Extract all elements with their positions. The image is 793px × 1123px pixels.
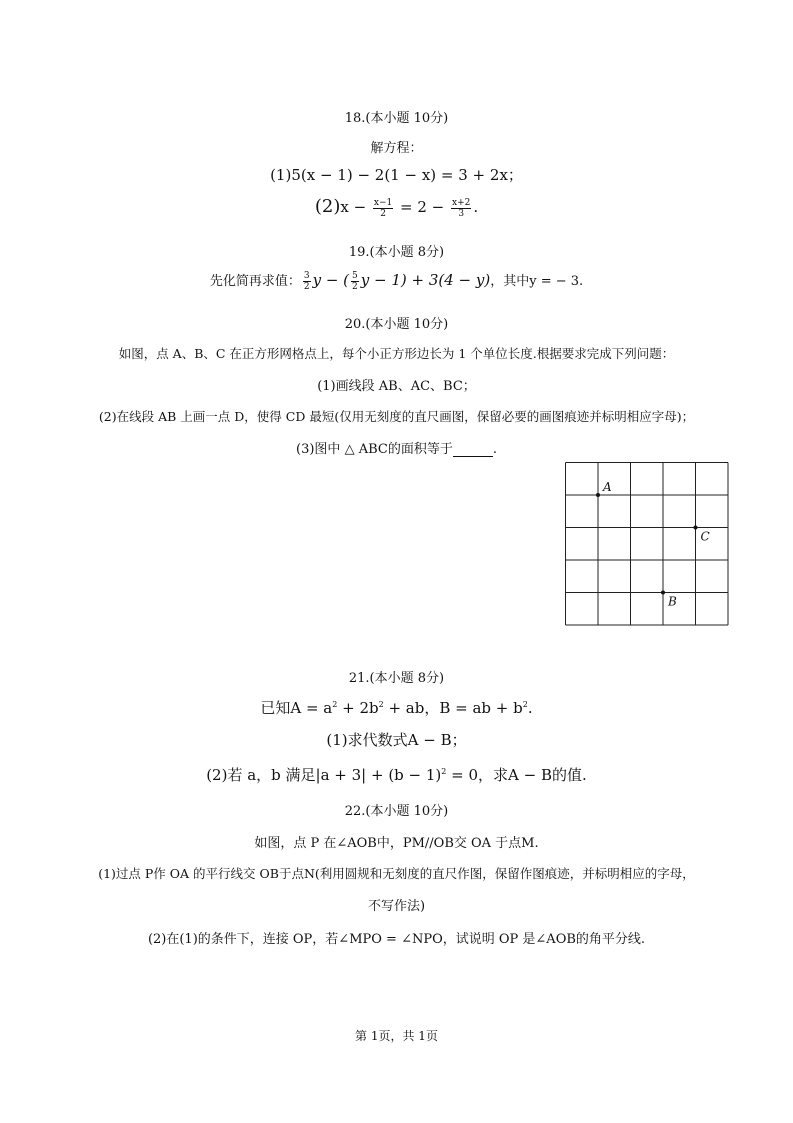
fraction-numerator: x−1 (373, 197, 393, 208)
q20-part-3-text: (3)图中 △ ABC的面积等于 (296, 442, 453, 457)
q19-tail: ，其中y = − 3. (490, 274, 584, 289)
grid-point-c (694, 526, 698, 530)
exponent: 2 (378, 700, 384, 709)
fraction-denominator: 2 (352, 281, 358, 292)
q18-header: 18.(本小题 10分) (344, 111, 449, 126)
q22-header: 22.(本小题 10分) (344, 804, 449, 819)
q19-lead: 先化简再求值： (209, 274, 301, 289)
q22-part-2: (2)在(1)的条件下，连接 OP，若∠MPO = ∠NPO，试说明 OP 是∠AOB的角平分线. (147, 932, 646, 947)
fraction-numerator: 3 (303, 270, 310, 281)
q19-header: 19.(本小题 8分) (348, 245, 445, 260)
q18-eq2-label: (2) (314, 196, 341, 217)
q18-eq2-fraction-1 (373, 198, 393, 219)
q19-part-a: y − ( (312, 271, 350, 289)
q20-part-2: (2)在线段 AB 上画一点 D，使得 CD 最短(仅用无刻度的直尺画图，保留必要的画图痕迹并标明相应字母)； (98, 409, 695, 424)
q21-given-end: . (527, 699, 533, 717)
grid-point-a (596, 493, 600, 497)
q18-equation-1 (0, 164, 793, 185)
q18-eq2-mid: = 2 − (395, 198, 450, 216)
q19-fraction-2 (351, 271, 359, 292)
q21-given-a: 已知A = a (260, 699, 333, 717)
q22-part-1b: 不写作法) (367, 899, 426, 914)
grid-point-label-b: B (668, 594, 677, 609)
fraction-numerator: 5 (352, 270, 358, 281)
grid-point-label-a: A (603, 480, 612, 494)
q19-expression (0, 270, 793, 292)
q18-equation-2 (0, 196, 793, 219)
q21-part-1: (1)求代数式A − B； (326, 731, 467, 749)
q21-part-2 (0, 764, 793, 785)
q21-given-b: + 2b (337, 699, 379, 717)
grid-point-b (661, 591, 665, 595)
q20-part-3 (0, 438, 793, 457)
q21-header: 21.(本小题 8分) (348, 671, 445, 686)
q21-given (0, 697, 793, 718)
exponent: 2 (522, 700, 528, 709)
q20-part-1: (1)画线段 AB、AC、BC； (317, 379, 476, 394)
q22-intro: 如图，点 P 在∠AOB中，PM//OB交 OA 于点M. (254, 836, 539, 851)
q18-prompt: 解方程： (370, 141, 423, 156)
page-footer: 第 1页，共 1页 (355, 1029, 438, 1043)
q20-header: 20.(本小题 10分) (344, 317, 449, 332)
q20-part-3-end: . (492, 442, 497, 457)
exponent: 2 (332, 700, 338, 709)
q18-eq1-label: (1) (270, 166, 292, 184)
q21-part-2-text: (2)若 a，b 满足|a + 3| + (b − 1) (206, 766, 442, 784)
q22-part-1a: (1)过点 P作 OA 的平行线交 OB于点N(利用圆规和无刻度的直尺作图，保留作图痕迹，并标明相应的字母， (98, 866, 695, 881)
q20-intro: 如图，点 A、B、C 在正方形网格点上，每个小正方形边长为 1 个单位长度.根据要求完成下列问题： (118, 346, 675, 361)
q19-part-b: y − 1) + 3(4 − y) (360, 271, 491, 289)
q21-given-c: + ab，B = ab + b (383, 699, 523, 717)
q20-grid-figure (565, 462, 729, 630)
q19-fraction-1 (303, 271, 311, 292)
exponent: 2 (441, 767, 447, 776)
fraction-denominator: 3 (458, 208, 465, 219)
fraction-numerator: x+2 (452, 197, 471, 208)
fraction-denominator: 2 (380, 208, 386, 219)
fraction-denominator: 2 (303, 281, 310, 292)
q18-eq2-fraction-2 (451, 198, 471, 219)
answer-blank (453, 444, 493, 457)
q18-eq2-lhs: x − (340, 198, 371, 216)
grid-point-label-c: C (700, 529, 710, 544)
q18-eq2-end: . (473, 198, 479, 216)
q18-eq1-expr: 5(x − 1) − 2(1 − x) = 3 + 2x； (291, 166, 523, 184)
q21-part-2-end: = 0，求A − B的值. (446, 766, 587, 784)
